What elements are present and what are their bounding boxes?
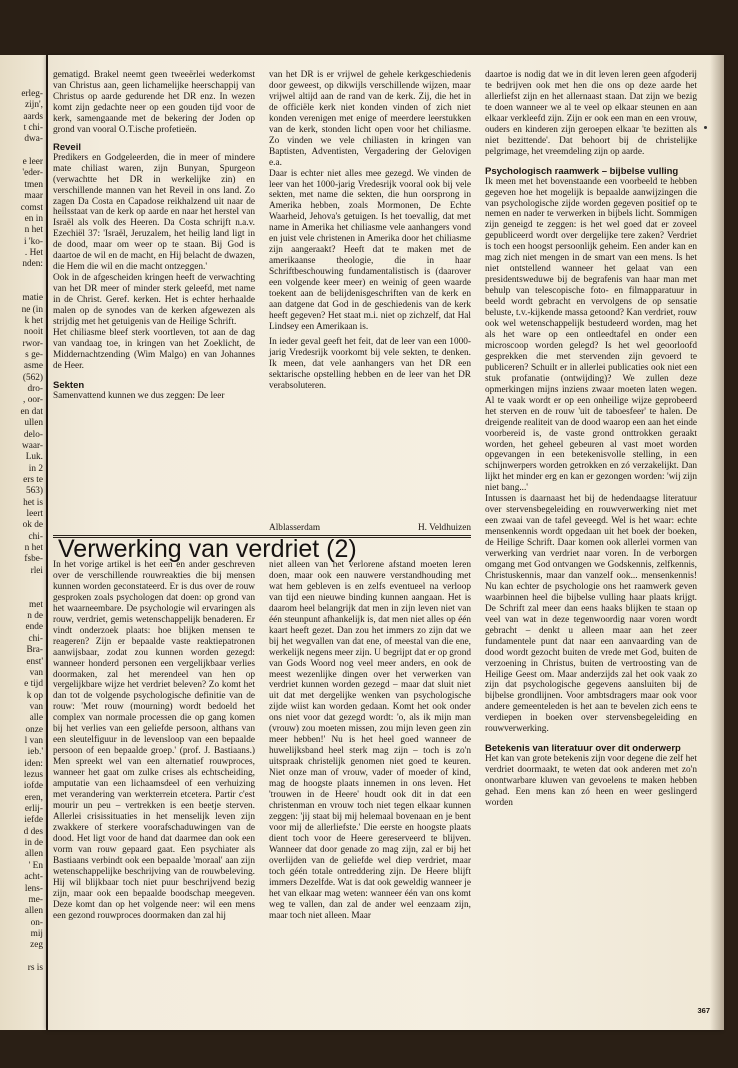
prev-page-fragment: ers te — [23, 474, 43, 485]
prev-page-fragment: dwa- — [24, 134, 43, 145]
prev-page-fragment: maar — [24, 191, 43, 202]
prev-page-fragment: mij — [30, 928, 43, 939]
signature-place: Alblasserdam — [269, 523, 321, 533]
prev-page-fragment: in de — [24, 838, 43, 849]
prev-page-fragment: 'eder- — [22, 168, 43, 179]
prev-page-fragment: chi- — [28, 531, 43, 542]
prev-page-fragment: me- — [28, 894, 43, 905]
prev-page-fragment: n de — [27, 611, 43, 622]
article1-signature — [269, 523, 471, 533]
prev-page-fragment: met — [29, 599, 43, 610]
prev-page-fragment: allen — [24, 906, 43, 917]
prev-page-fragment: enst' — [26, 656, 43, 667]
prev-page-fragment: n het — [24, 543, 43, 553]
prev-page-fragment: allen — [24, 849, 43, 860]
section-heading-sekten: Sekten — [53, 379, 85, 391]
prev-page-fragment: ieb.' — [27, 747, 43, 758]
prev-page-fragment: leert — [26, 508, 43, 519]
prev-page-fragment: e leer — [22, 157, 43, 168]
prev-page-fragment: eren, — [24, 792, 43, 803]
article2-title: Verwerking van verdriet (2) — [58, 535, 357, 563]
prev-page-fragment: i 'ko- — [24, 236, 43, 247]
prev-page-fragment: alle — [29, 713, 43, 724]
magazine-page — [48, 55, 724, 1030]
article2-column-1 — [53, 560, 255, 921]
article1-column-1 — [53, 70, 255, 402]
prev-page-fragment: dro- — [27, 384, 43, 395]
prev-page-fragment: rlei — [30, 565, 43, 576]
prev-page-fragment: Luk. — [25, 452, 43, 463]
prev-page-fragment: acht- — [24, 872, 43, 883]
prev-page-fragment: fsbe- — [24, 554, 43, 565]
prev-page-fragment: iden: — [24, 758, 43, 769]
prev-page-fragment: ullen — [24, 418, 43, 429]
prev-page-fragment: tmen — [24, 179, 43, 190]
prev-page-fragment: waar- — [22, 440, 43, 451]
article2-column-2 — [269, 560, 471, 921]
prev-page-fragment: onze — [25, 724, 43, 735]
article2-paragraph: Intussen is daarnaast het bij de hedendaagse literatuur over stervensbegeleiding en rouwverwerking niet met een zwaai van de tafel geveegd. Wel is het waar: echte mensenkennis wordt opgedaan uit het boek der boeken, de Heilige Schrift. Daar komen ook allerlei vormen van verwerking van verdriet naar voren. In de verborgen omgang met God ontvangen we Godskennis, zelfkennis, Christuskennis, maar dan vanzelf ook... mensenkennis! Nu kan echter de psychologie ons het raamwerk geven waarbinnen heel die bijbelse vulling haar plaats krijgt. De Schrift zal meer dan eens haaks blijken te staan op veel van wat in deze tegenwoordig naar voren wordt gebracht – denkt u alleen maar aan het zeer fundamentele punt dat naar een aanvaarding van de dood wordt gezocht buiten de vrede met God, buiten de verzoening in Christus, buiten de vertroosting van de Heilige Geest om. Maar anderzijds zal het ook vaak zo zijn dat psychologische gegevens aansluiten bij de bijbelse grondlijnen. Voor ambtsdragers maar ook voor andere gemeenteleden is het aan te bevelen zich eens te verdiepen in boeken over stervensbegeleiding en rouwverwerking. — [485, 494, 697, 735]
article2-column-3 — [485, 70, 697, 809]
prev-page-fragment: ne (in — [21, 304, 43, 315]
prev-page-fragment: t chi- — [23, 123, 43, 134]
prev-page-fragment: , oor- — [23, 395, 43, 406]
prev-page-fragment: van — [29, 701, 43, 712]
prev-page-fragment: asme — [23, 361, 43, 372]
prev-page-fragment: k het — [24, 316, 43, 326]
prev-page-fragment: het is — [23, 497, 43, 508]
prev-page-fragment: delo- — [23, 429, 43, 440]
article1-paragraph: Daar is echter niet alles mee gezegd. We vinden de leer van het 1000-jarig Vredesrijk vooral ook bij vele sekten, met name die sekten, die hun oorsprong in Amerika hebben, zoals Mormonen, De Echte Waarheid, Jehova's getuigen. Is het toevallig, dat met name in Amerika het chiliasme vele aanhangers vond en juist vele christenen in Amerika door het chiliasme zijn aangeraakt? Heeft dat te maken met de amerikaanse theologie, die in haar Schriftbeschouwing fundamentalistisch is (daarover een volgende keer meer) en weinig of geen waarde toekent aan de belijdenisgeschriften van de kerk en aan datgene dat God in de geschiedenis van de kerk heeft gegeven? Het staat m.i. niet op zichzelf, dat Hal Lindsey een Amerikaan is. — [269, 168, 471, 332]
prev-page-fragment: van — [29, 667, 43, 678]
prev-page-fragment: comst — [20, 202, 43, 213]
section-heading-literatuur: Betekenis van literatuur over dit onderwerp — [485, 743, 681, 755]
prev-page-fragment: ok de — [22, 520, 43, 531]
article1-paragraph: Samenvattend kunnen we dus zeggen: De leer — [53, 390, 225, 401]
prev-page-fragment: Bra- — [26, 645, 43, 656]
prev-page-fragment: en dat — [20, 406, 43, 417]
article1-column-2 — [269, 70, 471, 392]
prev-page-fragment: aards — [23, 111, 43, 122]
article2-paragraph: Het kan van grote betekenis zijn voor degene die zelf het verdriet doormaakt, te weten dat ook anderen met zo'n onontwarbare kluwen van gevoelens te maken hebben gehad. Een mens kan zó heen en weer geslingerd worden — [485, 754, 697, 809]
prev-page-fragment: . Het — [24, 247, 43, 258]
prev-page-fragment: matie — [22, 293, 43, 304]
prev-page-fragment: l van — [24, 735, 43, 746]
prev-page-fragment: lezus — [23, 770, 43, 780]
prev-page-fragment: chi- — [28, 633, 43, 644]
prev-page-fragment: lens- — [24, 883, 43, 894]
page-edge-shadow — [710, 55, 724, 1030]
section-heading-reveil: Reveil — [53, 141, 81, 153]
prev-page-fragment: iefde — [24, 815, 43, 826]
article2-paragraph: In het vorige artikel is het een en ander geschreven over de verschillende rouwreakties die bij mensen kunnen worden geconstateerd. Er is dus over de rouw gesproken zoals psychologen dat doen: op grond van het waarneembare. De psychologie wil ervaringen als rouw, verdriet, gemis wetenschappelijk benaderen. Er vindt onderzoek plaats: hoe blijken mensen te reageren? Zijn er bepaalde vaste reaktiepatronen aanwijsbaar, zodat zou kunnen worden gezegd: wanneer honderd personen een vergelijkbaar verlies doormaken, zal het merendeel van hen op vergelijkbare wijze het verdriet beleven? Zo komt het dan tot de volgende psychologische definitie van de rouw: 'Met rouw (mourning) wordt bedoeld het complex van normale processen die op gang komen bij het verlies van een geliefde persoon, althans van een sleutelfiguur in de levensloop van een bepaalde persoon of een bepaalde groep.' (prof. J. Bastiaans.) Men spreekt wel van een alternatief rouwproces, wanneer het gaat om zulke crises als echtscheiding, amputatie van een lichaamsdeel of een verhuizing met verandering van werkterrein etcetera. Partir c'est mourir un peu – vertrekken is een beetje sterven. Allerlei crisissituaties in het menselijk leven zijn zwakkere of sterkere voorafschaduwingen van de dood. Het ligt voor de hand dat daarmee dan ook een vorm van rouw gepaard gaat. Een psychiater als Bastiaans verbindt ook een bepaalde 'moraal' aan zijn wetenschappelijke beschrijving van de rouwbeleving. Hij wil blijkbaar toch niet puur beschrijvend bezig zijn, maar ook een bepaalde boodschap meegeven. Deze komt dan op het volgende neer: wil een mens een gezond rouwproces doormaken dan zal hij — [53, 560, 255, 921]
prev-page-fragment: zeg — [30, 940, 43, 951]
article1-paragraph: Ook in de afgescheiden kringen heeft de verwachting van het DR meer of minder sterk geleefd, met name in de Christ. Geref. kerken. Het is echter herhaalde malen op de synodes van de kerken afgewezen als strijdig met het getuigenis van de Heilige Schrift. — [53, 273, 255, 328]
section-heading-psychologisch: Psychologisch raamwerk – bijbelse vulling — [485, 165, 679, 177]
prev-page-fragment: rs is — [27, 962, 43, 973]
prev-page-fragment: nooit — [23, 327, 43, 338]
prev-page-fragment: s ge- — [25, 350, 43, 361]
prev-page-fragment: in 2 — [28, 463, 43, 474]
prev-page-fragment: (562) — [22, 372, 43, 383]
prev-page-fragment: 563) — [25, 486, 43, 497]
prev-page-fragment: rwor- — [22, 338, 43, 349]
article1-paragraph: Predikers en Godgeleerden, die in meer of mindere mate chiliast waren, zijn Bunyan, Spurgeon (verwachtte het DR in werkelijke zin) en verschillende mannen van het Reveil in ons land. Zo zagen Da Costa en Capadose reikhalzend uit naar de heilsstaat van de kerk op aarde en naar het herstel van Israël als volk des Heeren. Da Costa schrijft n.a.v. Ezechiël 37: 'Israël, Jeruzalem, het heilig land ligt in de dood, maar om weer op te staan. Bij God is daartoe de wil en de macht, en Hij belacht de dwazen, die Hem die wil en die macht ontzeggen.' — [53, 152, 255, 273]
article1-paragraph: In ieder geval geeft het feit, dat de leer van een 1000-jarig Vredesrijk voorkomt bij vele sekten, te denken. Ik meen, dat vele aanhangers van het DR een sektarische opstelling hebben en de leer van het DR verabsoluteren. — [269, 336, 471, 391]
prev-page-fragment: ' En — [28, 860, 43, 871]
prev-page-fragment: d des — [23, 826, 43, 837]
prev-page-fragment: zijn', — [25, 100, 43, 111]
prev-page-fragment: en in — [24, 213, 43, 224]
article2-paragraph: daartoe is nodig dat we in dit leven leren geen afgoderij te bedrijven ook met hen die ons op deze aarde het allerliefst zijn en het allernaast staan. Dat zijn we bezig te doen wanneer we al te veel op elkaar steunen en aan elkaar verkleefd zijn. Zijn er ook een man en een vrouw, ouders en kinderen zijn geroepen elkaar 'te bezitten als niet bezittende'. Dat behoort bij de christelijke pelgrimage, het vreemdeling zijn op aarde. — [485, 70, 697, 157]
article2-paragraph: Ik meen met het bovenstaande een voorbeeld te hebben gegeven hoe het mogelijk is bepaalde aanwijzingen die van psychologische zijde worden gegeven positief op te nemen en nader te verwerken in bijbels licht. Sommigen zijn geneigd te zeggen: is het wel goed dat er zoveel gepubliceerd wordt over dergelijke tere zaken? Verdriet is toch een hoogst persoonlijk geheim. Een ander kan en mag zich niet mengen in de smart van een mens. Is het niet ontstellend wanneer het gelaat van een presidentsweduwe bij de begrafenis van haar man met behulp van telescopische foto- en filmapparatuur in beeld wordt gebracht en vervolgens de op sensatie beluste, t.v.-kijkende massa getoond? Kan verdriet, rouw ook wel wetenschappelijk bestudeerd worden, mag het als het ware op een ontleedtafel en onder een microscoop worden gelegd? Is het wel geoorloofd gesprekken die met stervenden zijn gevoerd te publiceren? Schuilt er in allerlei publicaties ook niet een stuk profanatie (ontwijding)? We zullen deze opmerkingen mijns inziens zwaar moeten laten wegen. Al te vaak wordt er op een onheilige wijze geprobeerd het sterven en de rouw 'uit de taboesfeer' te halen. De dreigende realiteit van de dood waarop een aan het einde voorbereid is, de vaste grond onttrokken geraakt worden, het geheel gebeuren al vast moet worden opgevangen in een betekenisvolle stelling, in een schijnwerpers worden getrokken en zó verzakelijkt. Dan lijkt het minder erg en kan er gezongen worden: 'wij zijn niet bang...' — [485, 176, 697, 494]
signature-author: H. Veldhuizen — [417, 523, 471, 533]
article1-paragraph: gematigd. Brakel neemt geen tweeërlei wederkomst van Christus aan, geen lichamelijke heerschappij van Christus op aarde gedurende het DR enz. In wezen komt zijn gedachte neer op een gouden tijd voor de kerk, samengaande met de bekering der Joden op grond van vooral O.T.ische profetieën. — [53, 70, 255, 135]
previous-page-edge — [0, 55, 46, 1030]
prev-page-fragment: n het — [24, 225, 43, 236]
prev-page-fragment: iofde — [23, 781, 43, 792]
prev-page-fragment: nden: — [22, 259, 43, 270]
prev-page-fragment: ende — [25, 622, 43, 633]
prev-page-fragment: erleg- — [21, 89, 43, 99]
article2-paragraph: niet alleen van het verlorene afstand moeten leren doen, maar ook een nauwere verstandhouding met wat hem gebleven is en zelfs eventueel na verloop van tijd een nieuwe binding kunnen aangaan. Het is daarom heel belangrijk dat men in zijn leven niet van één steunpunt afhankelijk is, dat men niet alles op één kaart heeft gezet. Dan zou het immers zo zijn dat we bij het wegvallen van dat ene, of meestal van die ene, werkelijk negens meer zijn. U begrijpt dat er op grond van Gods Woord nog veel meer anders, en ook de meest wezenlijke dingen over het verwerken van verdriet kunnen worden gezegd – maar dat sluit niet uit dat met dergelijke wenken van psychologische zijde wiist kan worden gedaan. Komt het ook onder ons niet voor dat gezegd wordt: 'o, als ik mijn man (vrouw) zou moeten missen, zou mijn leven geen zin meer hebben!' Nu is het heel goed wanneer de huwelijksband heel sterk mag zijn – toch is zo'n uitspraak christelijk genomen niet goed te keuren. Niet onze man of vrouw, vader of moeder of kind, mag de hoogste plaats innemen in ons leven. Het 'trouwen in de Heere' houdt ook dit in dat een christenman en vrouw toch niet tegen elkaar kunnen zeggen: 'jij staat bij mij helemaal bovenaan en je bent voor mij de allerliefste.' Die eerste en hoogste plaats dient toch voor de Heere gereserveerd te blijven. Wanneer dat door genade zo mag zijn, zal er bij het overlijden van de geliefde wel diep verdriet, maar toch géén totale ontreddering zijn. De Heere blijft immers Dezelfde. Wat is dat ook geweldig wanneer je het van elkaar mag weten: wanneer één van ons komt weg te vallen, dan zal de ander wel eenzaam zijn, maar toch niet alleen. Maar — [269, 560, 471, 921]
prev-page-fragment: erlij- — [24, 804, 43, 815]
page-number: 367 — [697, 1006, 710, 1015]
prev-page-fragment: on- — [30, 917, 43, 928]
article1-paragraph: Het chiliasme bleef sterk voortleven, tot aan de dag van vandaag toe, in kringen van het Zoeklicht, de Middernachtzending (Wim Malgo) en van Johannes de Heer. — [53, 327, 255, 371]
article1-paragraph: van het DR is er vrijwel de gehele kerkgeschiedenis door geweest, op dikwijls verschillende wijzen, maar vrijwel altijd aan de rand van de kerk. Zij, die het in de officiële kerk niet konden vinden of zich niet konden verenigen met enige of meerdere leerstukken van de kerk, stonden licht open voor het chiliasme. Zo vinden we vele chiliasten in kringen van Baptisten, Adventisten, Vergadering der Gelovigen e.a. — [269, 70, 471, 168]
prev-page-fragment: k op — [26, 690, 43, 701]
prev-page-fragment: e tijd — [24, 679, 43, 690]
speck-mark — [704, 126, 707, 129]
